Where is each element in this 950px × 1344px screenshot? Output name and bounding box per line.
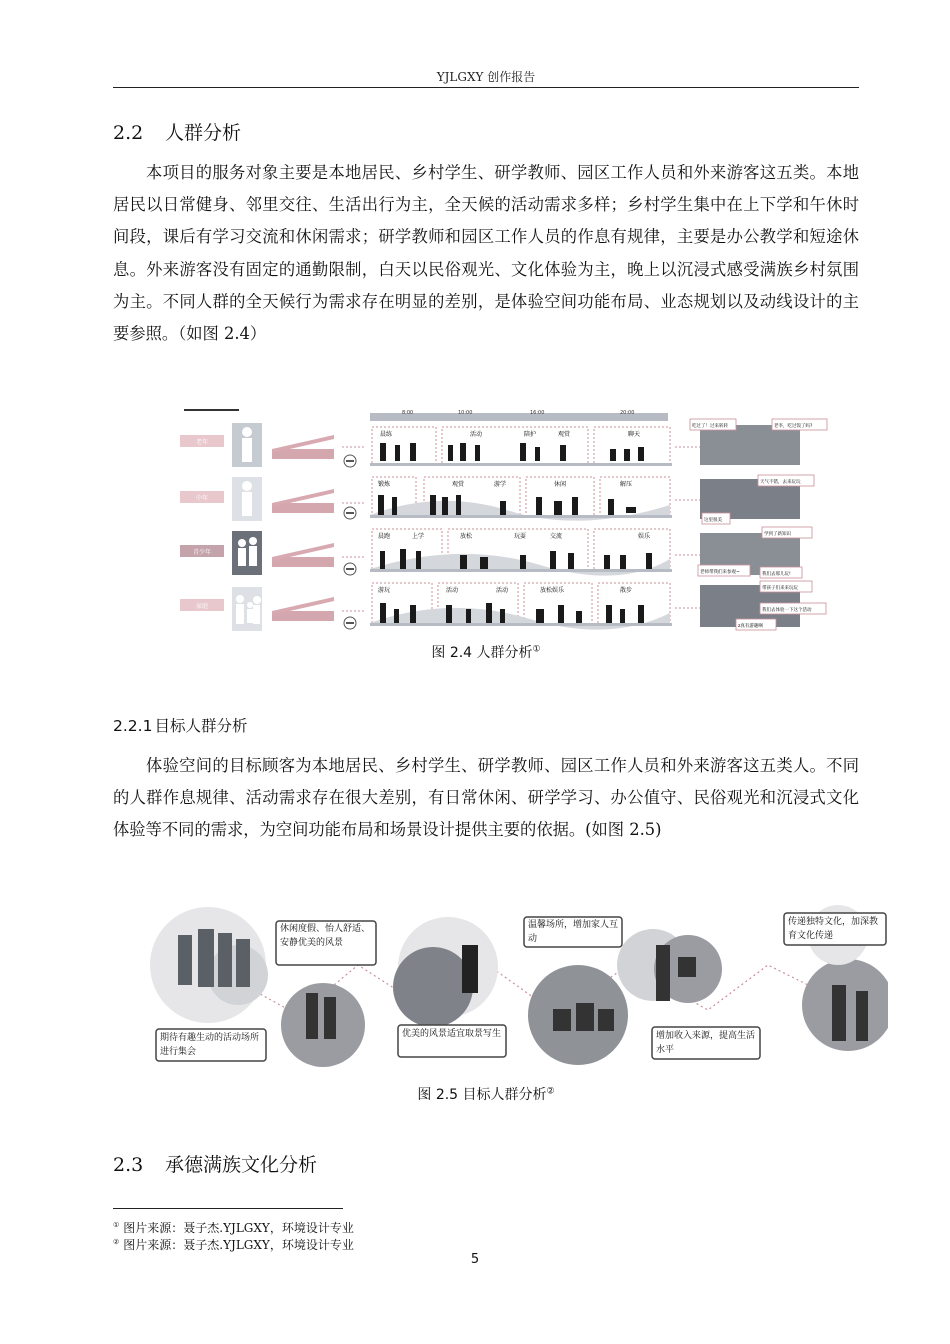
crowd-row-middle-aged [180, 475, 814, 524]
section-number: 2.2 [113, 122, 144, 144]
activity-label: 上学 [412, 533, 425, 540]
footnote-text: 图片来源：聂子杰.YJLGXY，环境设计专业 [123, 1238, 354, 1252]
speech-bubble: 我们去体验一下这个活动 [762, 608, 812, 613]
speech-bubble: 天气不错，去来玩玩 [760, 480, 801, 485]
footnote-text: 图片来源：聂子杰.YJLGXY，环境设计专业 [123, 1221, 354, 1235]
activity-label: 玩耍 [514, 533, 527, 540]
bubble-family-interaction: 温馨场所，增加家人互动 [528, 920, 619, 944]
subsection-paragraph: 体验空间的目标顾客为本地居民、乡村学生、研学教师、园区工作人员和外来游客这五类人。不同的人群作息规律、活动需求存在很大差别，有日常休闲、研学学习、办公值守、民俗观光和沉浸式文化体验等不同的需求，为空间功能布局和场景设计提供主要的依据。(如图 2.5) [113, 756, 859, 840]
row-label: 青少年 [192, 549, 212, 556]
section-heading-2-2 [113, 118, 241, 145]
figure-caption-2-4 [113, 642, 859, 662]
footnote-rule [113, 1208, 343, 1209]
caption-footnote-mark: ② [546, 1086, 555, 1097]
bubble-income: 增加收入来源，提高生活水平 [656, 1031, 756, 1055]
time-label-2: 16:00 [530, 410, 545, 416]
page-number: 5 [470, 1252, 480, 1267]
header-rule [113, 87, 859, 88]
row-label: 家庭 [195, 603, 209, 610]
activity-label: 游学 [494, 481, 507, 488]
activity-label: 活动 [496, 587, 509, 594]
time-label-1: 10:00 [458, 410, 473, 416]
row-label: 老年 [195, 439, 209, 446]
caption-text: 图 2.4 人群分析 [431, 645, 533, 661]
activity-label: 散步 [620, 587, 633, 594]
subsection-number: 2.2.1 [113, 717, 153, 735]
speech-bubble: 学到了新知识 [764, 532, 791, 537]
crowd-row-teenager [180, 527, 812, 578]
section-heading-2-3 [113, 1150, 317, 1177]
activity-label: 观赏 [452, 481, 465, 488]
running-header: YJLGXY 创作报告 [436, 70, 536, 84]
crowd-row-elderly [180, 419, 827, 467]
caption-footnote-mark: ① [532, 644, 541, 655]
speech-bubble: z真有游趣啊 [738, 624, 763, 629]
activity-label: 休闲 [554, 481, 567, 488]
speech-bubble: 老师带我们来参观~ [700, 570, 740, 575]
section-paragraph: 本项目的服务对象主要是本地居民、乡村学生、研学教师、园区工作人员和外来游客这五类。本地居民以日常健身、邻里交往、生活出行为主，全天候的活动需求多样；乡村学生集中在上下学和午休时间段，课后有学习交流和休闲需求；研学教师和园区工作人员的作息有规律，主要是办公教学和短途休息。外来游客没有固定的通勤限制，白天以民俗观光、文化体验为主，晚上以沉浸式感受满族乡村氛围为主。不同人群的全天候行为需求存在明显的差别，是体验空间功能布局、业态规划以及动线设计的主要参照。（如图 2.4） [113, 163, 859, 344]
section-title: 人群分析 [165, 122, 242, 144]
speech-bubble: 这里很美 [704, 518, 722, 523]
crowd-row-family [180, 581, 826, 631]
figure-crowd-analysis [180, 405, 840, 635]
activity-label: 锻炼 [378, 481, 391, 488]
footnote-1 [113, 1219, 354, 1236]
caption-text: 图 2.5 目标人群分析 [417, 1087, 547, 1103]
activity-label: 解压 [620, 481, 633, 488]
activity-label: 活动 [446, 587, 459, 594]
time-label-0: 8:00 [402, 410, 414, 416]
subsection-heading-2-2-1 [113, 714, 247, 736]
footnote-mark: ② [113, 1238, 120, 1246]
figure-target-crowd [148, 905, 888, 1075]
speech-bubble: 吃过了！过来转转 [692, 424, 728, 429]
activity-label: 陪护 [524, 431, 537, 438]
footnote-mark: ① [113, 1221, 120, 1229]
speech-bubble: 我们去那儿玩! [762, 572, 791, 577]
bubble-culture: 传递独特文化，加深教育文化传递 [788, 917, 879, 941]
bubble-leisure-scenery: 休闲度假、怡人舒适、安静优美的风景 [280, 924, 371, 948]
activity-label: 晨跑 [378, 533, 391, 540]
activity-label: 观赏 [558, 431, 571, 438]
bubble-activity-venue: 期待有趣生动的活动场所进行集会 [160, 1033, 260, 1057]
bubble-sketching: 优美的风景适宜取景写生 [402, 1029, 502, 1039]
section-title: 承德满族文化分析 [165, 1154, 318, 1176]
footnote-2 [113, 1236, 354, 1253]
activity-label: 娱乐 [638, 533, 651, 540]
activity-label: 放松 [460, 533, 473, 540]
row-label: 中年 [195, 495, 209, 502]
activity-label: 游玩 [378, 587, 391, 594]
activity-label: 聊天 [628, 431, 641, 438]
time-label-3: 20:00 [620, 410, 635, 416]
activity-label: 晨练 [380, 431, 393, 438]
activity-label: 活动 [470, 431, 483, 438]
figure-caption-2-5 [113, 1084, 859, 1104]
section-number: 2.3 [113, 1154, 144, 1176]
subsection-title: 目标人群分析 [154, 717, 248, 735]
activity-label: 放松娱乐 [540, 587, 565, 594]
speech-bubble: 老李，吃过饭了吗? [774, 424, 813, 429]
speech-bubble: 带孩子们来来玩玩 [762, 586, 798, 591]
activity-label: 交流 [550, 533, 563, 540]
